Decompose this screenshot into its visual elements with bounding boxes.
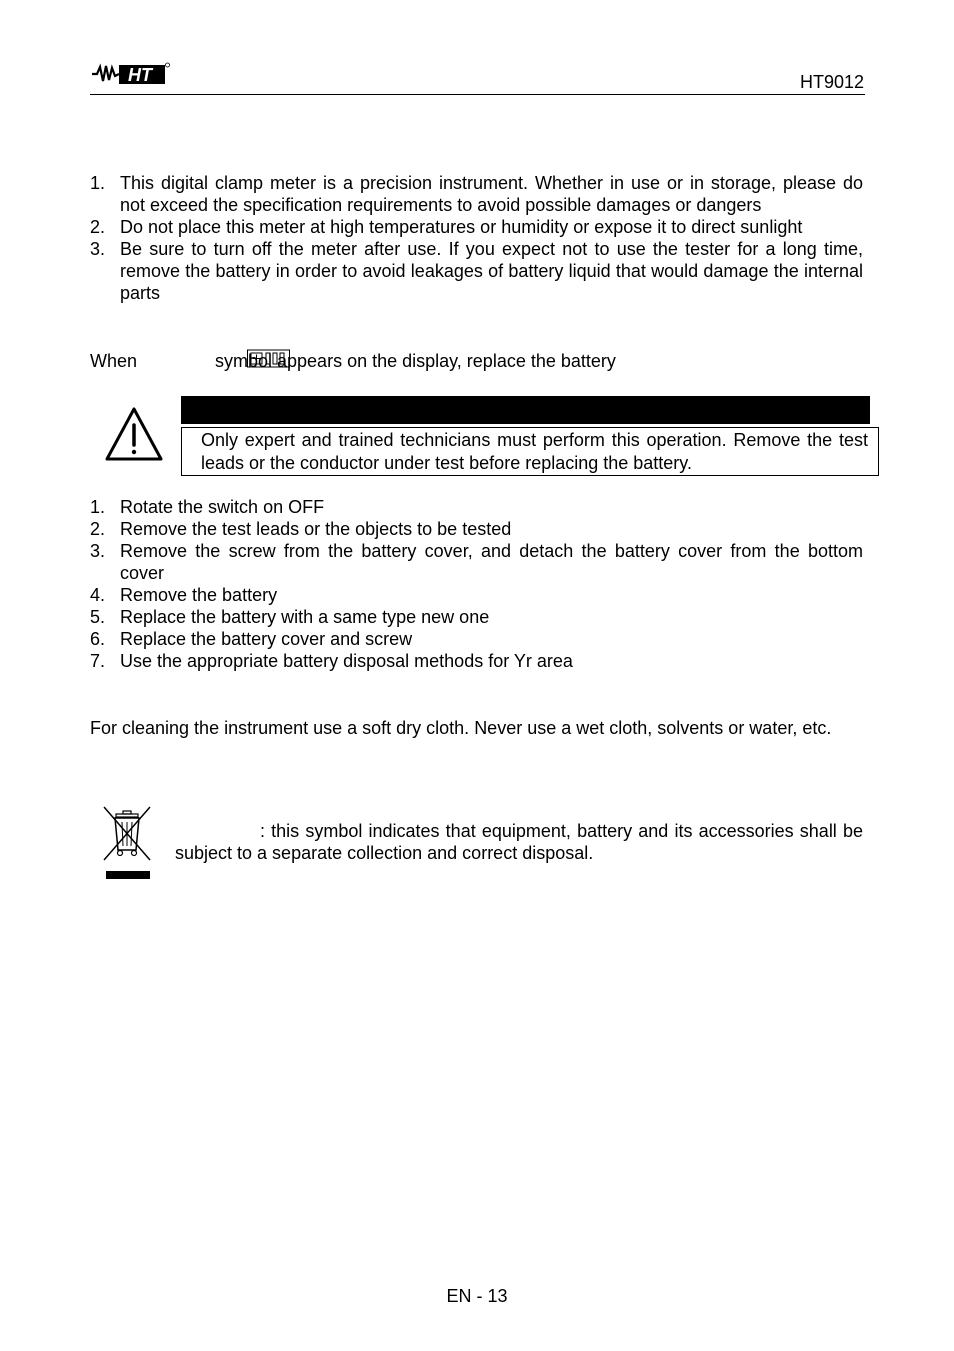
battery-steps-list: [90, 496, 863, 672]
cleaning-paragraph: For cleaning the instrument use a soft dry cloth. Never use a wet cloth, solvents or water, etc.: [90, 718, 832, 738]
header-divider: [90, 94, 865, 95]
battery-instruction: symbol appears on the display, replace the battery: [215, 351, 616, 371]
warning-box: Only expert and trained technicians must perform this operation. Remove the test leads or the conductor under test before replacing the battery.: [181, 427, 879, 476]
battery-indicator-line: [90, 345, 863, 375]
list-item: 7. Use the appropriate battery disposal methods for Yr area: [90, 651, 573, 671]
list-item: 1. This digital clamp meter is a precision instrument. Whether in use or in storage, please do not exceed the specification requirements to avoid possible damages or dangers: [90, 173, 863, 215]
model-number: HT9012: [799, 72, 864, 92]
ht-logo: [92, 62, 170, 86]
weee-crossed-bin-icon: [100, 805, 156, 881]
list-item: 3. Be sure to turn off the meter after use. If you expect not to use the tester for a long time, remove the battery in order to avoid leakages of battery liquid that would damage the internal parts: [90, 239, 863, 303]
svg-text:HT: HT: [128, 65, 152, 85]
list-item: 2. Do not place this meter at high temperatures or humidity or expose it to direct sunlight: [90, 217, 803, 237]
disposal-paragraph: : this symbol indicates that equipment, battery and its accessories shall be subject to a separate collection and correct disposal.: [175, 821, 863, 863]
when-label: When: [90, 351, 138, 371]
list-item: 2. Remove the test leads or the objects to be tested: [90, 519, 512, 539]
list-item: 6. Replace the battery cover and screw: [90, 629, 413, 649]
list-item: 5. Replace the battery with a same type new one: [90, 607, 490, 627]
list-item: 3. Remove the screw from the battery cover, and detach the battery cover from the bottom cover: [90, 541, 863, 583]
list-item: 4. Remove the battery: [90, 585, 278, 605]
care-list: [90, 172, 863, 304]
page-number: EN - 13: [446, 1286, 508, 1306]
list-item: 1. Rotate the switch on OFF: [90, 497, 325, 517]
warning-header-bar: [181, 396, 870, 424]
warning-icon: [104, 406, 164, 462]
ht-logo-graphic: [92, 62, 170, 86]
